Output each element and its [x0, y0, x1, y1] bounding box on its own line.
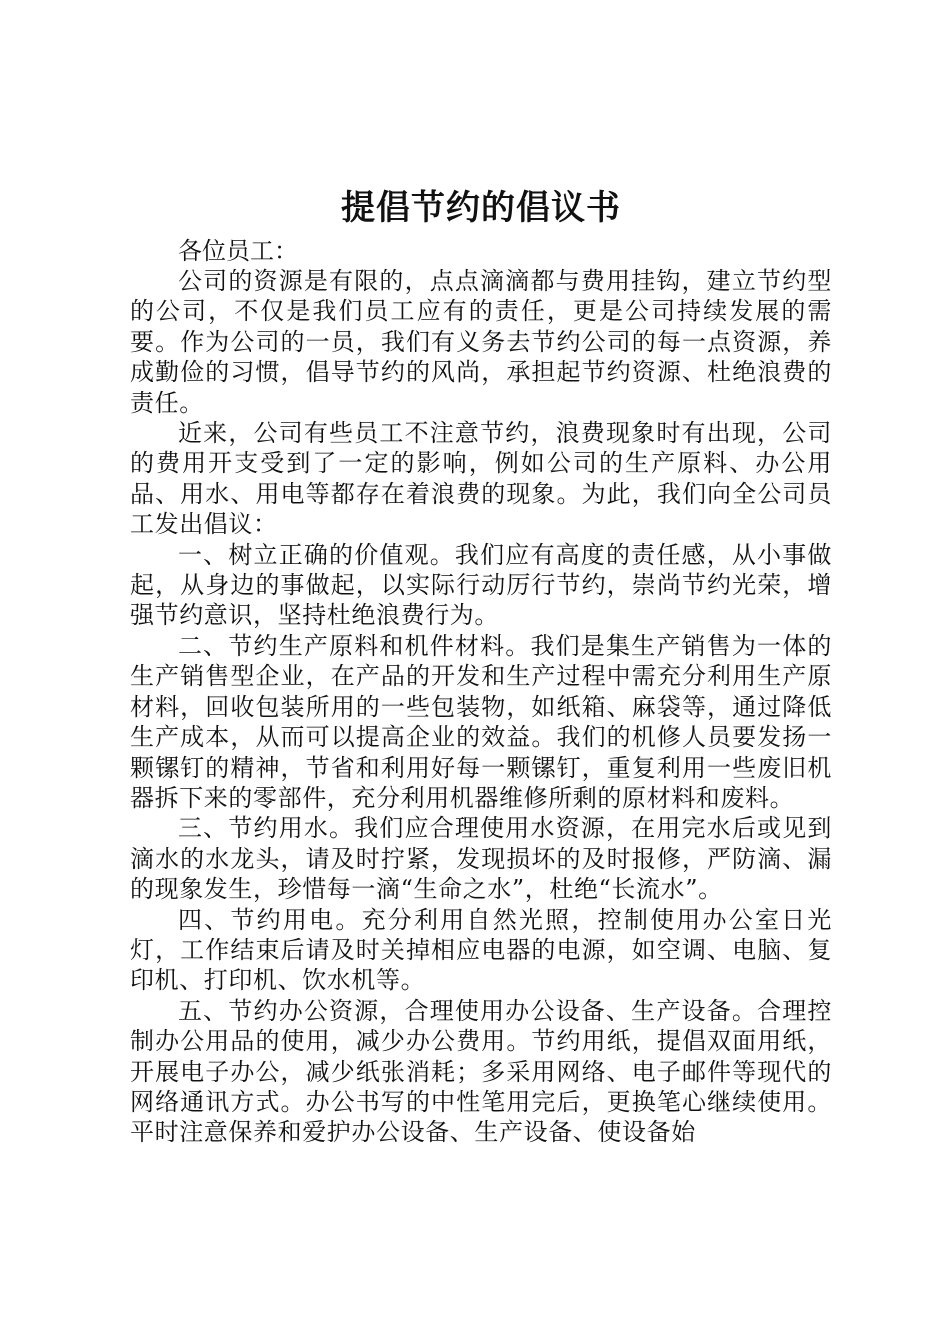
document-title: 提倡节约的倡议书 [341, 188, 621, 228]
paragraph-recent-waste: 近来，公司有些员工不注意节约，浪费现象时有出现，公司的费用开支受到了一定的影响，例如公司的生产原料、办公用品、用水、用电等都存在着浪费的现象。为此，我们向全公司员工发出倡议： [130, 419, 832, 539]
document-page [130, 180, 832, 1148]
paragraph-water: 三、节约用水。我们应合理使用水资源，在用完水后或见到滴水的水龙头，请及时拧紧，发现损坏的及时报修，严防滴、漏的现象发生，珍惜每一滴“生命之水”，杜绝“长流水”。 [130, 814, 832, 904]
salutation: 各位员工： [178, 237, 298, 265]
paragraph-electricity: 四、节约用电。充分利用自然光照，控制使用办公室日光灯，工作结束后请及时关掉相应电器的电源，如空调、电脑、复印机、打印机、饮水机等。 [130, 905, 832, 995]
paragraph-office: 五、节约办公资源，合理使用办公设备、生产设备。合理控制办公用品的使用，减少办公费用。节约用纸，提倡双面用纸，开展电子办公，减少纸张消耗；多采用网络、电子邮件等现代的网络通讯方式。办公书写的中性笔用完后，更换笔心继续使用。平时注意保养和爱护办公设备、生产设备、使设备始 [130, 996, 832, 1147]
paragraph-values: 一、树立正确的价值观。我们应有高度的责任感，从小事做起，从身边的事做起，以实际行动厉行节约，崇尚节约光荣，增强节约意识，坚持杜绝浪费行为。 [130, 540, 832, 630]
paragraph-resources: 公司的资源是有限的，点点滴滴都与费用挂钩，建立节约型的公司，不仅是我们员工应有的责任，更是公司持续发展的需要。作为公司的一员，我们有义务去节约公司的每一点资源，养成勤俭的习惯，倡导节约的风尚，承担起节约资源、杜绝浪费的责任。 [130, 267, 832, 417]
paragraph-materials: 二、节约生产原料和机件材料。我们是集生产销售为一体的生产销售型企业，在产品的开发和生产过程中需充分利用生产原材料，回收包装所用的一些包装物，如纸箱、麻袋等，通过降低生产成本，从而可以提高企业的效益。我们的机修人员要发扬一颗镙钉的精神，节省和利用好每一颗镙钉，重复利用一些废旧机器拆下来的零部件，充分利用机器维修所剩的原材料和废料。 [130, 631, 832, 812]
